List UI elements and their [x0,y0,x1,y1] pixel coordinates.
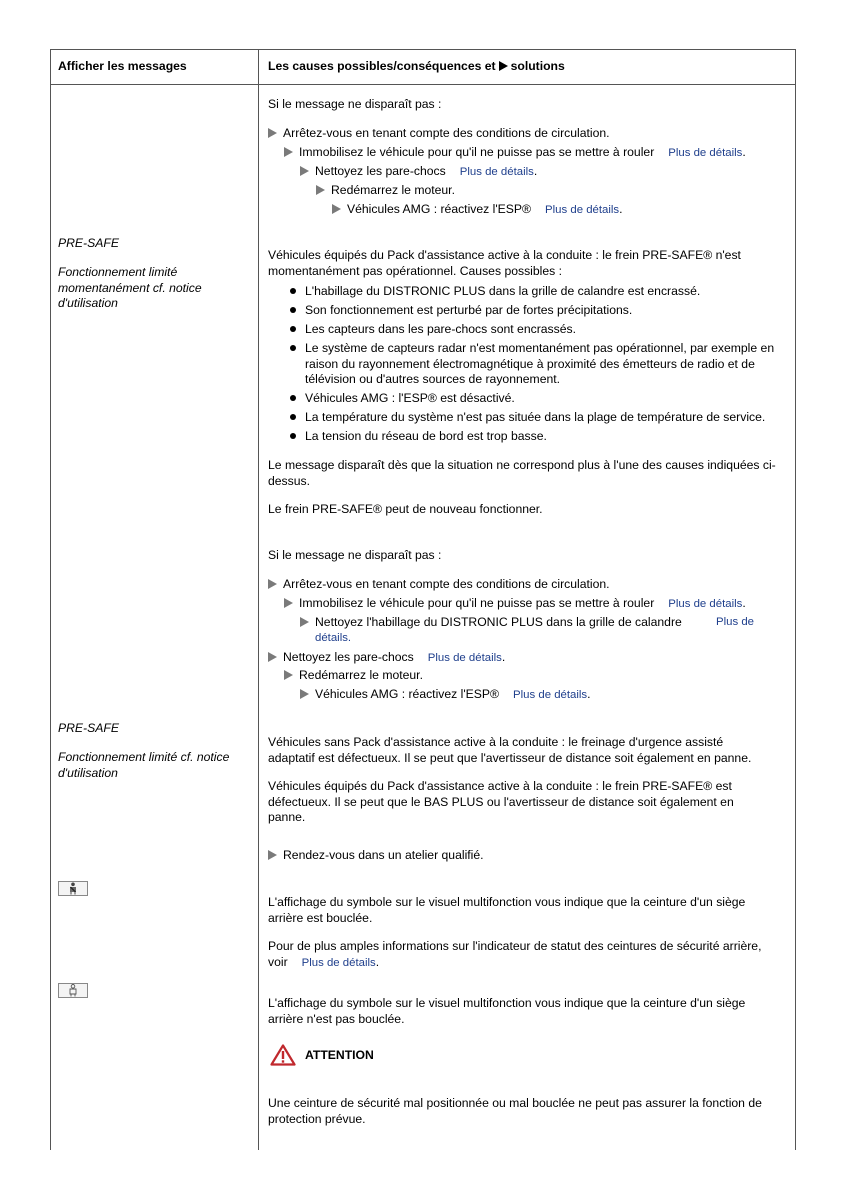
presafe1-para1: Le message disparaît dès que la situation ne correspond plus à l'une des causes indiquées ci-dessus. [268,458,776,488]
warning-triangle-icon [270,1044,296,1066]
presafe1-step-1: Arrêtez-vous en tenant compte des conditions de circulation. [268,577,610,593]
presafe1-bullet-3: Les capteurs dans les pare-chocs sont encrassés. [305,322,576,336]
bullet-dot [290,414,296,420]
belt2-para2: Une ceinture de sécurité mal positionnée ou mal bouclée ne peut pas assurer la fonction de protection prévue. [268,1096,762,1126]
step-arrow-icon [268,579,277,589]
belt1-para2: Pour de plus amples informations sur l'indicateur de statut des ceintures de sécurité arrière, voir Plus de détails. [268,939,762,969]
seatbelt-unfastened-icon [58,983,88,998]
step-arrow-icon [300,166,309,176]
column-divider [258,49,259,1150]
presafe1-para2: Le frein PRE-SAFE® peut de nouveau fonctionner. [268,502,543,516]
presafe1-bullet-6: La température du système n'est pas située dans la plage de température de service. [305,410,766,424]
presafe1-bullet-1: L'habillage du DISTRONIC PLUS dans la grille de calandre est encrassé. [305,284,701,298]
presafe1-step-2: Immobilisez le véhicule pour qu'il ne puisse pas se mettre à rouler Plus de détails. [284,596,746,613]
bullet-dot [290,307,296,313]
step-arrow-icon [268,128,277,138]
presafe1-intro: Véhicules équipés du Pack d'assistance active à la conduite : le frein PRE-SAFE® n'est momentanément pas opérationnel. Causes possibles : [268,248,741,278]
details-link[interactable]: Plus de détails [301,956,376,969]
bullet-dot [290,433,296,439]
solution-arrow-icon [499,61,508,71]
presafe2-para1: Véhicules sans Pack d'assistance active à la conduite : le freinage d'urgence assisté adaptatif est défectueux. Il se peut que l'avertisseur de distance soit également en panne. [268,735,752,765]
presafe2-para2: Véhicules équipés du Pack d'assistance active à la conduite : le frein PRE-SAFE® est défectueux. Il se peut que le BAS PLUS ou l'avertisseur de distance soit également en panne. [268,779,734,824]
seatbelt-fastened-icon [68,882,78,895]
belt2-para1: L'affichage du symbole sur le visuel multifonction vous indique que la ceinture d'un siège arrière n'est pas bouclée. [268,996,746,1026]
presafe1-bullet-7: La tension du réseau de bord est trop basse. [305,429,547,443]
step-arrow-icon [300,617,309,627]
bullet-dot [290,345,296,351]
step-arrow-icon [284,147,293,157]
block1-step-3: Nettoyez les pare-chocs Plus de détails. [300,164,537,181]
presafe1-subtitle: Fonctionnement limité momentanément cf. notice d'utilisation [58,265,202,310]
step-arrow-icon [332,204,341,214]
presafe1-bullet-4: Le système de capteurs radar n'est momentanément pas opérationnel, par exemple en raison du rayonnement électromagnétique à proximité des émetteurs de radio et de télévision ou d'autres sources de rayonnement. [305,341,775,386]
block1-step-1: Arrêtez-vous en tenant compte des conditions de circulation. [268,126,610,142]
seatbelt-unfastened-icon [68,984,78,997]
presafe1-bullet-5: Véhicules AMG : l'ESP® est désactivé. [305,391,515,405]
table-left-border [50,49,51,1150]
details-link[interactable]: Plus de détails [668,598,743,610]
details-link[interactable]: Plus de [716,616,754,628]
step-arrow-icon [268,850,277,860]
table-top-border [50,49,795,50]
bullet-dot [290,395,296,401]
step-arrow-icon [284,670,293,680]
step-arrow-icon [268,652,277,662]
bullet-dot [290,326,296,332]
presafe1-title: PRE-SAFE [58,236,119,250]
details-link[interactable]: Plus de détails [668,147,743,159]
details-link[interactable]: Plus de détails [545,204,620,216]
step-arrow-icon [316,185,325,195]
presafe1-step-3: Nettoyez l'habillage du DISTRONIC PLUS dans la grille de calandre [300,615,682,631]
block1-intro: Si le message ne disparaît pas : [268,97,442,111]
warning-label: ATTENTION [305,1048,374,1062]
step-arrow-icon [300,689,309,699]
header-bottom-border [50,84,795,85]
presafe1-step-5: Redémarrez le moteur. [284,668,423,684]
block1-step-5: Véhicules AMG : réactivez l'ESP® Plus de détails. [332,202,623,219]
block1-step-2: Immobilisez le véhicule pour qu'il ne puisse pas se mettre à rouler Plus de détails. [284,145,746,162]
header-right: Les causes possibles/conséquences et solutions [268,59,565,73]
bullet-dot [290,288,296,294]
details-link[interactable]: Plus de détails [427,652,502,664]
presafe2-subtitle: Fonctionnement limité cf. notice d'utilisation [58,750,230,780]
step-arrow-icon [284,598,293,608]
presafe1-step-6: Véhicules AMG : réactivez l'ESP® Plus de détails. [300,687,591,704]
details-link[interactable]: Plus de détails [513,689,588,701]
table-right-border [795,49,796,1150]
presafe2-title: PRE-SAFE [58,721,119,735]
presafe1-intro2: Si le message ne disparaît pas : [268,548,442,562]
details-link[interactable]: détails. [315,632,352,644]
presafe1-step-4: Nettoyez les pare-chocs Plus de détails. [268,650,505,667]
header-left: Afficher les messages [58,59,187,73]
presafe1-bullet-2: Son fonctionnement est perturbé par de fortes précipitations. [305,303,633,317]
presafe2-step: Rendez-vous dans un atelier qualifié. [268,848,484,864]
block1-step-4: Redémarrez le moteur. [316,183,455,199]
belt1-para1: L'affichage du symbole sur le visuel multifonction vous indique que la ceinture d'un siège arrière est bouclée. [268,895,746,925]
seatbelt-fastened-icon [58,881,88,896]
details-link[interactable]: Plus de détails [459,166,534,178]
